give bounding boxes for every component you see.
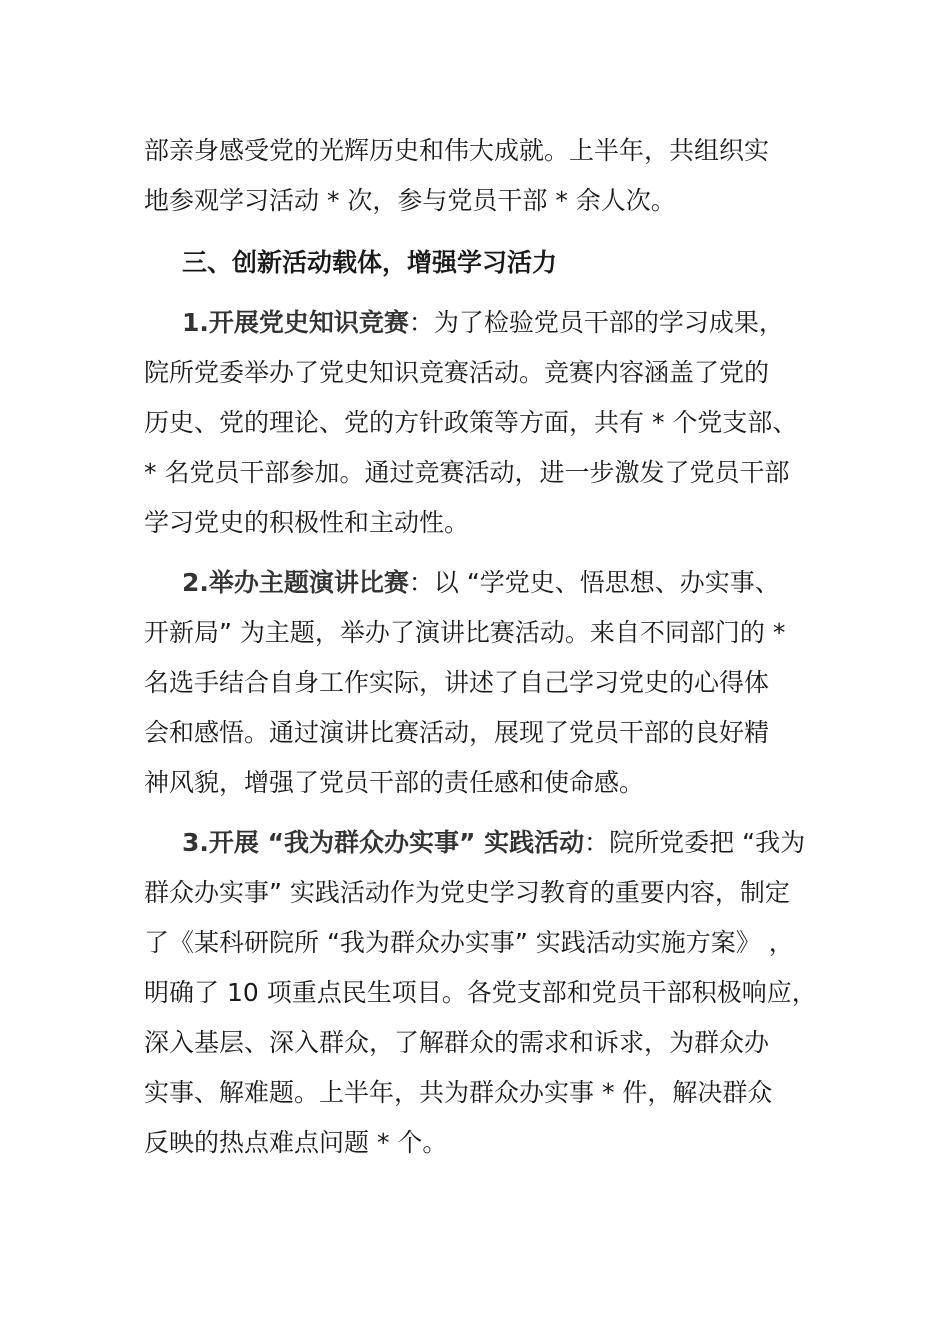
- item-line: * 名党员干部参加。通过竞赛活动，进一步激发了党员干部: [144, 458, 790, 487]
- item-line: 开新局” 为主题，举办了演讲比赛活动。来自不同部门的 *: [144, 618, 786, 647]
- item-first-line: [144, 558, 832, 608]
- item-line: 深入基层、深入群众，了解群众的需求和诉求，为群众办: [144, 1028, 770, 1057]
- item-line: 了《某科研院所 “我为群众办实事” 实践活动实施方案》 ，: [144, 928, 794, 957]
- item-line: 群众办实事” 实践活动作为党史学习教育的重要内容，制定: [144, 878, 790, 907]
- item-line: 实事、解难题。上半年，共为群众办实事 * 件，解决群众: [144, 1078, 773, 1107]
- item-line: 历史、党的理论、党的方针政策等方面，共有 * 个党支部、: [144, 408, 798, 437]
- section-heading: 三、创新活动载体，增强学习活力: [182, 248, 558, 277]
- intro-line: 部亲身感受党的光辉历史和伟大成就。上半年，共组织实: [144, 136, 770, 165]
- item-paragraph-2: [144, 558, 832, 808]
- item-first-line-text: ：院所党委把 “我为: [584, 828, 806, 857]
- item-line: 明确了 10 项重点民生项目。各党支部和党员干部积极响应，: [144, 978, 817, 1007]
- item-line: 院所党委举办了党史知识竞赛活动。竞赛内容涵盖了党的: [144, 358, 770, 387]
- item-lead: 2.举办主题演讲比赛: [182, 568, 409, 597]
- item-first-line: [144, 298, 832, 348]
- intro-paragraph: [144, 126, 832, 226]
- item-lead: 3.开展 “我为群众办实事” 实践活动: [182, 828, 585, 857]
- document-body: [144, 126, 832, 1168]
- item-paragraph-1: [144, 298, 832, 548]
- item-first-line: [144, 818, 832, 868]
- item-line: 名选手结合自身工作实际，讲述了自己学习党史的心得体: [144, 668, 770, 697]
- item-first-line-text: ：以 “学党史、悟思想、办实事、: [408, 568, 780, 597]
- item-line: 学习党史的积极性和主动性。: [144, 508, 470, 537]
- item-line: 会和感悟。通过演讲比赛活动，展现了党员干部的良好精: [144, 718, 770, 747]
- item-line: 神风貌，增强了党员干部的责任感和使命感。: [144, 768, 645, 797]
- intro-line: 地参观学习活动 * 次，参与党员干部 * 余人次。: [144, 186, 676, 215]
- item-line: 反映的热点难点问题 * 个。: [144, 1128, 448, 1157]
- item-first-line-text: ：为了检验党员干部的学习成果，: [408, 308, 784, 337]
- item-lead: 1.开展党史知识竞赛: [182, 308, 409, 337]
- item-paragraph-3: [144, 818, 832, 1168]
